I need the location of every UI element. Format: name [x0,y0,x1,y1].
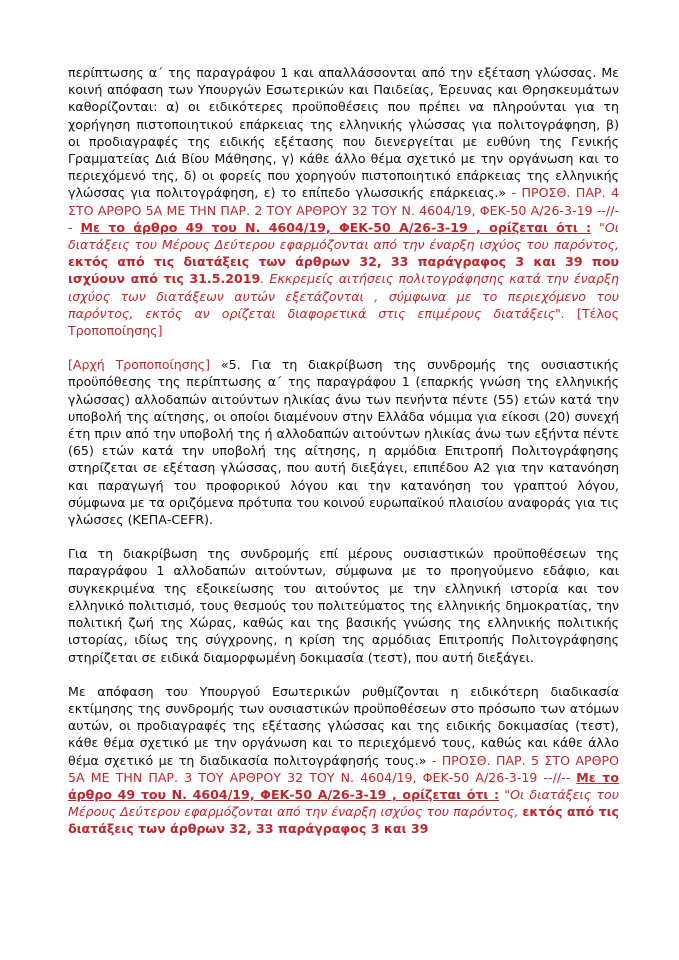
paragraph-amendment-4 [68,64,619,339]
paragraph-test-requirements [68,545,619,665]
law-reference: Με το άρθρο 49 του Ν. 4604/19, ΦΕΚ-50 Α/26-3-19 , ορίζεται ότι : [80,219,592,235]
paragraph-amendment-5 [68,356,619,528]
exception-clause: εκτός από τις διατάξεις των άρθρων 32, 33 παράγραφος 3 και 39 [68,804,620,837]
quoted-provision: "Οι διατάξεις του Μέρους Δεύτερου εφαρμόζονται από την έναρξη ισχύος του παρόντος, [68,219,619,253]
quoted-provision-continued: . Εκκρεμείς αιτήσεις πολιτογράφησης κατά την έναρξη ισχύος των διατάξεων αυτών εξετάζονται , σύμφωνα με το περιεχόμενο του παρόντος, εκτός αν ορίζεται διαφορετικά στις επιμέρους διατάξεις". [68,271,619,321]
amendment-note: - ΠΡΟΣΘ. ΠΑΡ. 4 ΣΤΟ ΑΡΘΡΟ 5Α ΜΕ ΤΗΝ ΠΑΡ. 2 ΤΟΥ ΑΡΘΡΟΥ 32 ΤΟΥ Ν. 4604/19, ΦΕΚ-50 Α/26-3-19 --//-- [68,185,619,235]
paragraph-text: Για τη διακρίβωση της συνδρομής επί μέρους ουσιαστικών προϋποθέσεων της παραγράφου 1 αλλοδαπών αιτούντων, σύμφωνα με το προηγούμενο εδάφιο, και συγκεκριμένα της εξοικείωσης του αιτούντος με την ελληνική ιστορία και τον ελληνικό πολιτισμό, τους θεσμούς του πολιτεύματος της ελληνικής δημοκρατίας, την πολιτική ζωή της Χώρας, καθώς και της βασικής γνώσης της ελληνικής πολιτικής ιστορίας, ιδίως της σύγχρονης, η κρίση της αρμόδιας Επιτροπής Πολιτογράφησης στηρίζεται σε ειδικά διαμορφωμένη δοκιμασία (τεστ), που αυτή διεξάγει. [68,546,619,665]
paragraph-text: περίπτωσης α΄ της παραγράφου 1 και απαλλάσσονται από την εξέταση γλώσσας. Με κοινή απόφαση των Υπουργών Εσωτερικών και Παιδείας, Έρευνας και Θρησκευμάτων καθορίζονται: α) οι ειδικότερες προϋποθέσεις που πρέπει να πληρούνται για τη χορήγηση πιστοποιητικού επάρκειας της ελληνικής γλώσσας για πολιτογράφηση, β) οι προδιαγραφές της ειδικής εξέτασης που διενεργείται με ευθύνη της Γενικής Γραμματείας Διά Βίου Μάθησης, γ) κάθε άλλο θέμα σχετικό με την οργάνωση και το περιεχόμενό της, δ) οι φορείς που χορηγούν πιστοποιητικό επάρκειας της ελληνικής γλώσσας για πολιτογράφηση, ε) το επίπεδο γλωσσικής επάρκειας.» [68,65,619,201]
amendment-note: - ΠΡΟΣΘ. ΠΑΡ. 5 ΣΤΟ ΑΡΘΡΟ 5Α ΜΕ ΤΗΝ ΠΑΡ. 3 ΤΟΥ ΑΡΘΡΟΥ 32 ΤΟΥ Ν. 4604/19, ΦΕΚ-50 Α/26-3-19 --//-- [68,752,619,785]
paragraph-text: Με απόφαση του Υπουργού Εσωτερικών ρυθμίζονται η ειδικότερη διαδικασία εκτίμησης της συνδρομής των ουσιαστικών προϋποθέσεων στο πρόσωπο των ατόμων αυτών, οι προδιαγραφές της εξέτασης γλώσσας και της ειδικής δοκιμασίας (τεστ), κάθε θέμα σχετικό με την οργάνωση και το περιεχόμενό τους, καθώς και κάθε άλλο θέμα σχετικό με τη διαδικασία πολιτογράφησής τους.» [68,683,619,768]
amendment-end-tag: [Τέλος Τροποποίησης] [68,305,619,339]
exception-clause: εκτός από τις διατάξεις των άρθρων 32, 33 παράγραφος 3 και 39 που ισχύουν από τις 31.5.2019 [68,254,619,287]
paragraph-ministerial-decision [68,683,619,838]
amendment-start-tag: [Αρχή Τροποποίησης] [68,357,211,373]
law-reference: Με το άρθρο 49 του Ν. 4604/19, ΦΕΚ-50 Α/26-3-19 , ορίζεται ότι : [68,769,619,802]
paragraph-text: «5. Για τη διακρίβωση της συνδρομής της ουσιαστικής προϋπόθεσης της περίπτωσης α΄ της παραγράφου 1 (επαρκής γνώση της ελληνικής γλώσσας) αλλοδαπών αιτούντων ηλικίας άνω των πενήντα πέντε (55) ετών κατά την υποβολή της αίτησης, οι οποίοι διαμένουν στην Ελλάδα νόμιμα για είκοσι (20) συνεχή έτη πριν από την υποβολή της ή αλλοδαπών αιτούντων ηλικίας άνω των εξήντα πέντε (65) ετών κατά την υποβολή της αίτησης, η αρμόδια Επιτροπή Πολιτογράφησης στηρίζεται σε εξέταση γλώσσας, που αυτή διεξάγει, επιπέδου Α2 για την κατανόηση και παραγωγή του προφορικού λόγου και την κατανόηση του γραπτού λόγου, σύμφωνα με τα οριζόμενα πρότυπα του κοινού ευρωπαϊκού πλαισίου αναφοράς για τις γλώσσες (ΚΕΠΑ-CEFR). [68,357,619,528]
quoted-provision: "Οι διατάξεις του Μέρους Δεύτερου εφαρμόζονται από την έναρξη ισχύος του παρόντος, [68,786,619,820]
